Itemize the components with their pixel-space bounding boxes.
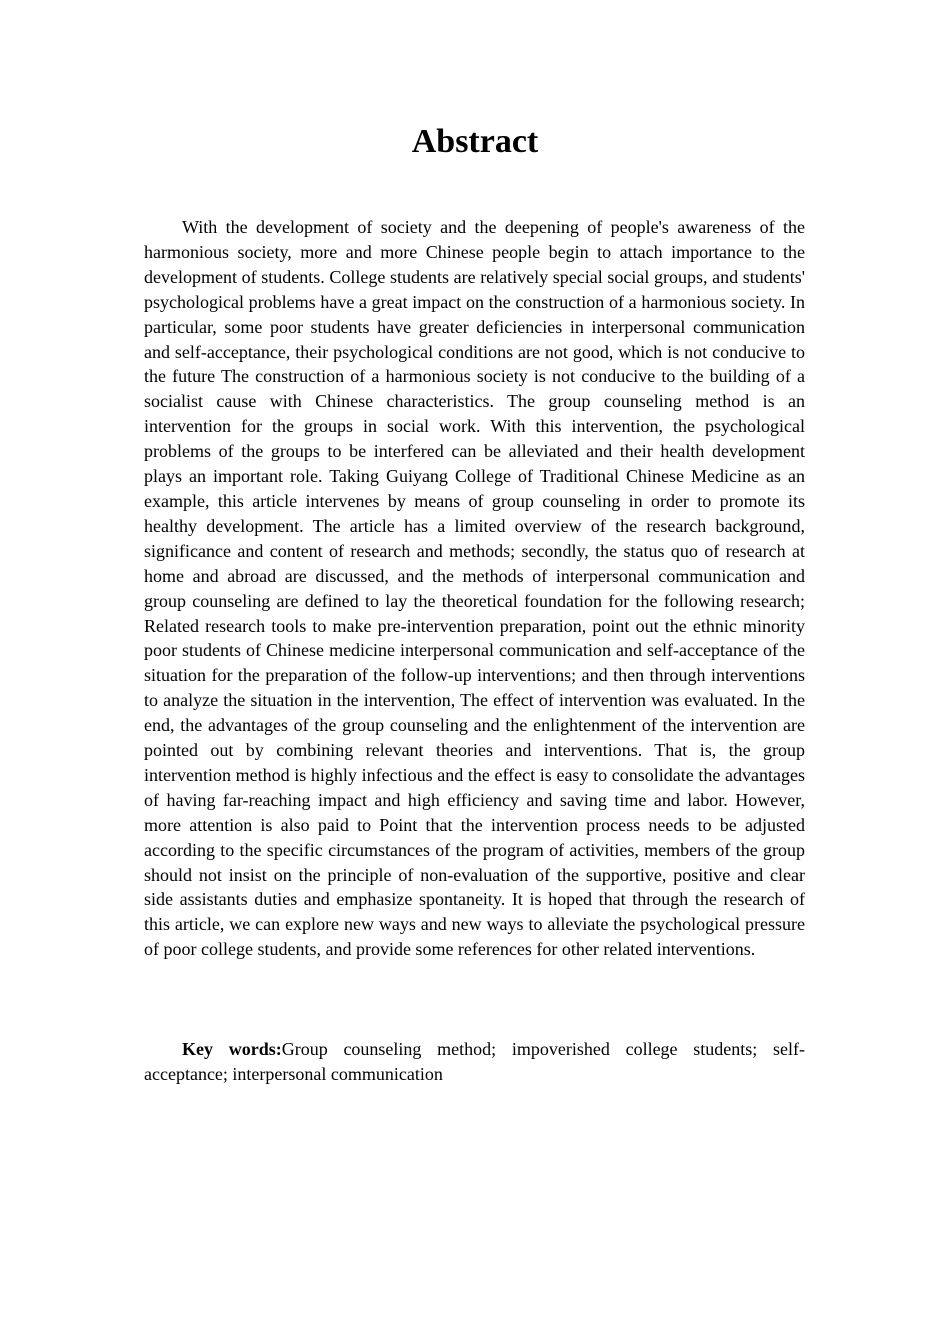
keywords-text: Group counseling method; impoverished college students; self-acceptance; interpersonal communication [144,1039,805,1084]
keywords-paragraph [144,1037,805,1087]
keywords-label: Key words: [182,1039,282,1059]
page-title: Abstract [411,123,539,160]
abstract-paragraph: With the development of society and the deepening of people's awareness of the harmonious society, more and more Chinese people begin to attach importance to the development of students. College students are relatively special social groups, and students' psychological problems have a great impact on the construction of a harmonious society. In particular, some poor students have greater deficiencies in interpersonal communication and self-acceptance, their psychological conditions are not good, which is not conducive to the future The construction of a harmonious society is not conducive to the building of a socialist cause with Chinese characteristics. The group counseling method is an intervention for the groups in social work. With this intervention, the psychological problems of the groups to be interfered can be alleviated and their health development plays an important role. Taking Guiyang College of Traditional Chinese Medicine as an example, this article intervenes by means of group counseling in order to promote its healthy development. The article has a limited overview of the research background, significance and content of research and methods; secondly, the status quo of research at home and abroad are discussed, and the methods of interpersonal communication and group counseling are defined to lay the theoretical foundation for the following research; Related research tools to make pre-intervention preparation, point out the ethnic minority poor students of Chinese medicine interpersonal communication and self-acceptance of the situation for the preparation of the follow-up interventions; and then through interventions to analyze the situation in the intervention, The effect of intervention was evaluated. In the end, the advantages of the group counseling and the enlightenment of the intervention are pointed out by combining relevant theories and interventions. That is, the group intervention method is highly infectious and the effect is easy to consolidate the advantages of having far-reaching impact and high efficiency and saving time and labor. However, more attention is also paid to Point that the intervention process needs to be adjusted according to the specific circumstances of the program of activities, members of the group should not insist on the principle of non-evaluation of the supportive, positive and clear side assistants duties and emphasize spontaneity. It is hoped that through the research of this article, we can explore new ways and new ways to alleviate the psychological pressure of poor college students, and provide some references for other related interventions. [144,217,805,960]
